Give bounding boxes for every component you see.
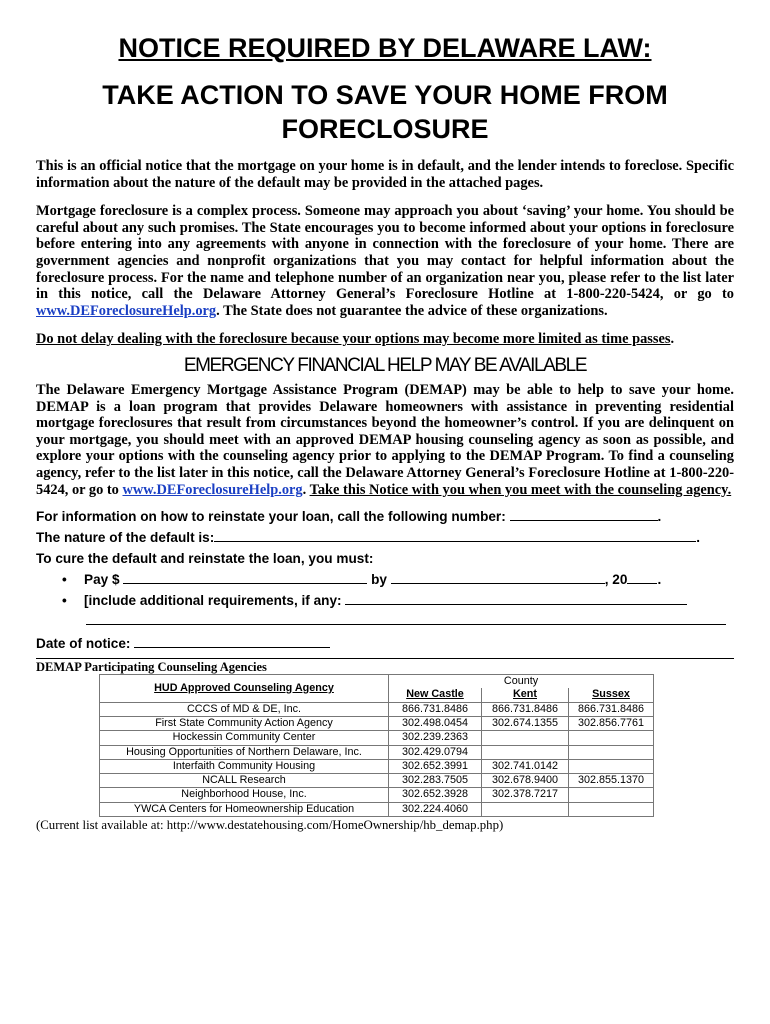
paragraph-text: .: [302, 481, 310, 498]
paragraph-foreclosure-process: [36, 203, 734, 319]
paragraph-official-notice: This is an official notice that the mortgage on your home is in default, and the lender intends to foreclose. Specific information about the nature of the default may be provided in the attached pages.: [36, 158, 734, 191]
phone-new-castle: 302.498.0454: [389, 716, 482, 730]
phone-new-castle: 302.224.4060: [389, 802, 482, 816]
agency-name: CCCS of MD & DE, Inc.: [100, 702, 389, 716]
paragraph-text: Take this Notice with you when you meet with the counseling agency.: [309, 481, 732, 498]
form-label: The nature of the default is:: [36, 530, 215, 546]
bullet-icon: •: [62, 593, 67, 609]
nature-line: [36, 527, 734, 548]
phone-new-castle: 866.731.8486: [389, 702, 482, 716]
foreclosure-help-link[interactable]: www.DEForeclosureHelp.org: [122, 481, 303, 498]
agencies-table: [99, 674, 654, 817]
form-section: [36, 506, 734, 654]
paragraph-text: . The State does not guarantee the advice of these organizations.: [216, 302, 608, 319]
date-of-notice-field[interactable]: [134, 634, 330, 648]
date-line: [36, 633, 734, 654]
phone-kent: [482, 731, 569, 745]
agency-name: Interfaith Community Housing: [100, 759, 389, 773]
paragraph-text: .: [670, 331, 675, 348]
paragraph-text: Do not delay dealing with the foreclosure because your options may become more limited as time passes: [36, 331, 671, 348]
phone-sussex: 302.855.1370: [569, 774, 654, 788]
phone-sussex: [569, 731, 654, 745]
phone-sussex: [569, 745, 654, 759]
phone-sussex: [569, 788, 654, 802]
form-label: Pay $: [84, 572, 120, 588]
form-label: [include additional requirements, if any:: [84, 593, 342, 609]
phone-sussex: 866.731.8486: [569, 702, 654, 716]
table-row: [100, 774, 654, 788]
agency-name: Hockessin Community Center: [100, 731, 389, 745]
paragraph-text: The Delaware Emergency Mortgage Assistance Program (DEMAP) may be able to help to save your home. DEMAP is a loan program that provides Delaware homeowners with assistance in preventing residential mortgage foreclosures that result from circumstances beyond the homeowner’s control. If you are delinquent on your mortgage, you should meet with an approved DEMAP housing counseling agency as soon as possible, and explore your options with the counseling agency prior to applying to the DEMAP Program. To find a counseling agency, refer to the list later in this notice, call the Delaware Attorney General’s Foreclosure Hotline at 1-800-220-5424, or go to: [36, 381, 734, 498]
table-row: [100, 759, 654, 773]
phone-new-castle: 302.239.2363: [389, 731, 482, 745]
form-punct: .: [657, 572, 662, 588]
phone-sussex: 302.856.7761: [569, 716, 654, 730]
section-divider: [36, 658, 734, 659]
form-label: For information on how to reinstate your loan, call the following number:: [36, 509, 506, 525]
agency-name: Neighborhood House, Inc.: [100, 788, 389, 802]
emergency-heading: EMERGENCY FINANCIAL HELP MAY BE AVAILABLE: [183, 354, 587, 376]
year-field[interactable]: [627, 570, 657, 584]
column-header-new-castle: New Castle: [389, 688, 482, 702]
table-row: [100, 802, 654, 816]
phone-kent: 302.674.1355: [482, 716, 569, 730]
phone-new-castle: 302.429.0794: [389, 745, 482, 759]
notice-page: [36, 30, 734, 833]
paragraph-do-not-delay: [36, 331, 734, 348]
agency-name: YWCA Centers for Homeownership Education: [100, 802, 389, 816]
phone-kent: 302.741.0142: [482, 759, 569, 773]
column-header-sussex: Sussex: [569, 688, 654, 702]
table-row: [100, 731, 654, 745]
phone-new-castle: 302.652.3991: [389, 759, 482, 773]
form-label: Date of notice:: [36, 636, 131, 652]
due-date-field[interactable]: [391, 570, 605, 584]
phone-sussex: [569, 759, 654, 773]
pay-line: [36, 569, 734, 590]
agency-name: First State Community Action Agency: [100, 716, 389, 730]
additional-requirements-field-line2[interactable]: [86, 614, 726, 625]
table-row: [100, 745, 654, 759]
reinstate-info-line: [36, 506, 734, 527]
county-header: County: [389, 675, 654, 689]
agency-name: NCALL Research: [100, 774, 389, 788]
phone-number-field[interactable]: [510, 507, 658, 521]
table-header-row: [100, 675, 654, 689]
bullet-icon: •: [62, 572, 67, 588]
foreclosure-help-link[interactable]: www.DEForeclosureHelp.org: [36, 302, 217, 319]
additional-requirements-line: [36, 590, 734, 611]
additional-requirements-field[interactable]: [345, 591, 687, 605]
paragraph-text: Mortgage foreclosure is a complex process. Someone may approach you about ‘saving’ your home. You should be careful about any such promises. The State encourages you to become informed about your options in foreclosure before entering into any agreements with anyone in connection with the foreclosure of your home. There are government agencies and nonprofit organizations that you may contact for helpful information about the foreclosure process. For the name and telephone number of an organization near you, please refer to the list later in this notice, call the Delaware Attorney General’s Foreclosure Hotline at 1-800-220-5424, or go to: [36, 203, 734, 303]
nature-of-default-field[interactable]: [214, 528, 696, 542]
paragraph-demap: [36, 382, 734, 498]
form-punct: .: [657, 509, 662, 525]
column-header-kent: Kent: [482, 688, 569, 702]
form-label: , 20: [604, 572, 628, 588]
phone-sussex: [569, 802, 654, 816]
agency-column-header: HUD Approved Counseling Agency: [100, 675, 389, 703]
amount-field[interactable]: [123, 570, 367, 584]
agency-name: Housing Opportunities of Northern Delaware, Inc.: [100, 745, 389, 759]
phone-kent: 302.378.7217: [482, 788, 569, 802]
agencies-title: DEMAP Participating Counseling Agencies: [36, 660, 267, 675]
notice-title: NOTICE REQUIRED BY DELAWARE LAW:: [118, 33, 652, 63]
form-label: by: [371, 572, 387, 588]
phone-kent: 302.678.9400: [482, 774, 569, 788]
phone-kent: [482, 745, 569, 759]
current-list-footer: (Current list available at: http://www.destatehousing.com/HomeOwnership/hb_demap.php): [36, 818, 504, 833]
phone-kent: [482, 802, 569, 816]
cure-line: To cure the default and reinstate the loan, you must:: [36, 551, 374, 567]
phone-new-castle: 302.283.7505: [389, 774, 482, 788]
table-row: [100, 716, 654, 730]
phone-new-castle: 302.652.3928: [389, 788, 482, 802]
table-row: [100, 788, 654, 802]
table-row: [100, 702, 654, 716]
form-punct: .: [696, 530, 701, 546]
phone-kent: 866.731.8486: [482, 702, 569, 716]
notice-subtitle: TAKE ACTION TO SAVE YOUR HOME FROM FORECLOSURE: [102, 80, 668, 144]
